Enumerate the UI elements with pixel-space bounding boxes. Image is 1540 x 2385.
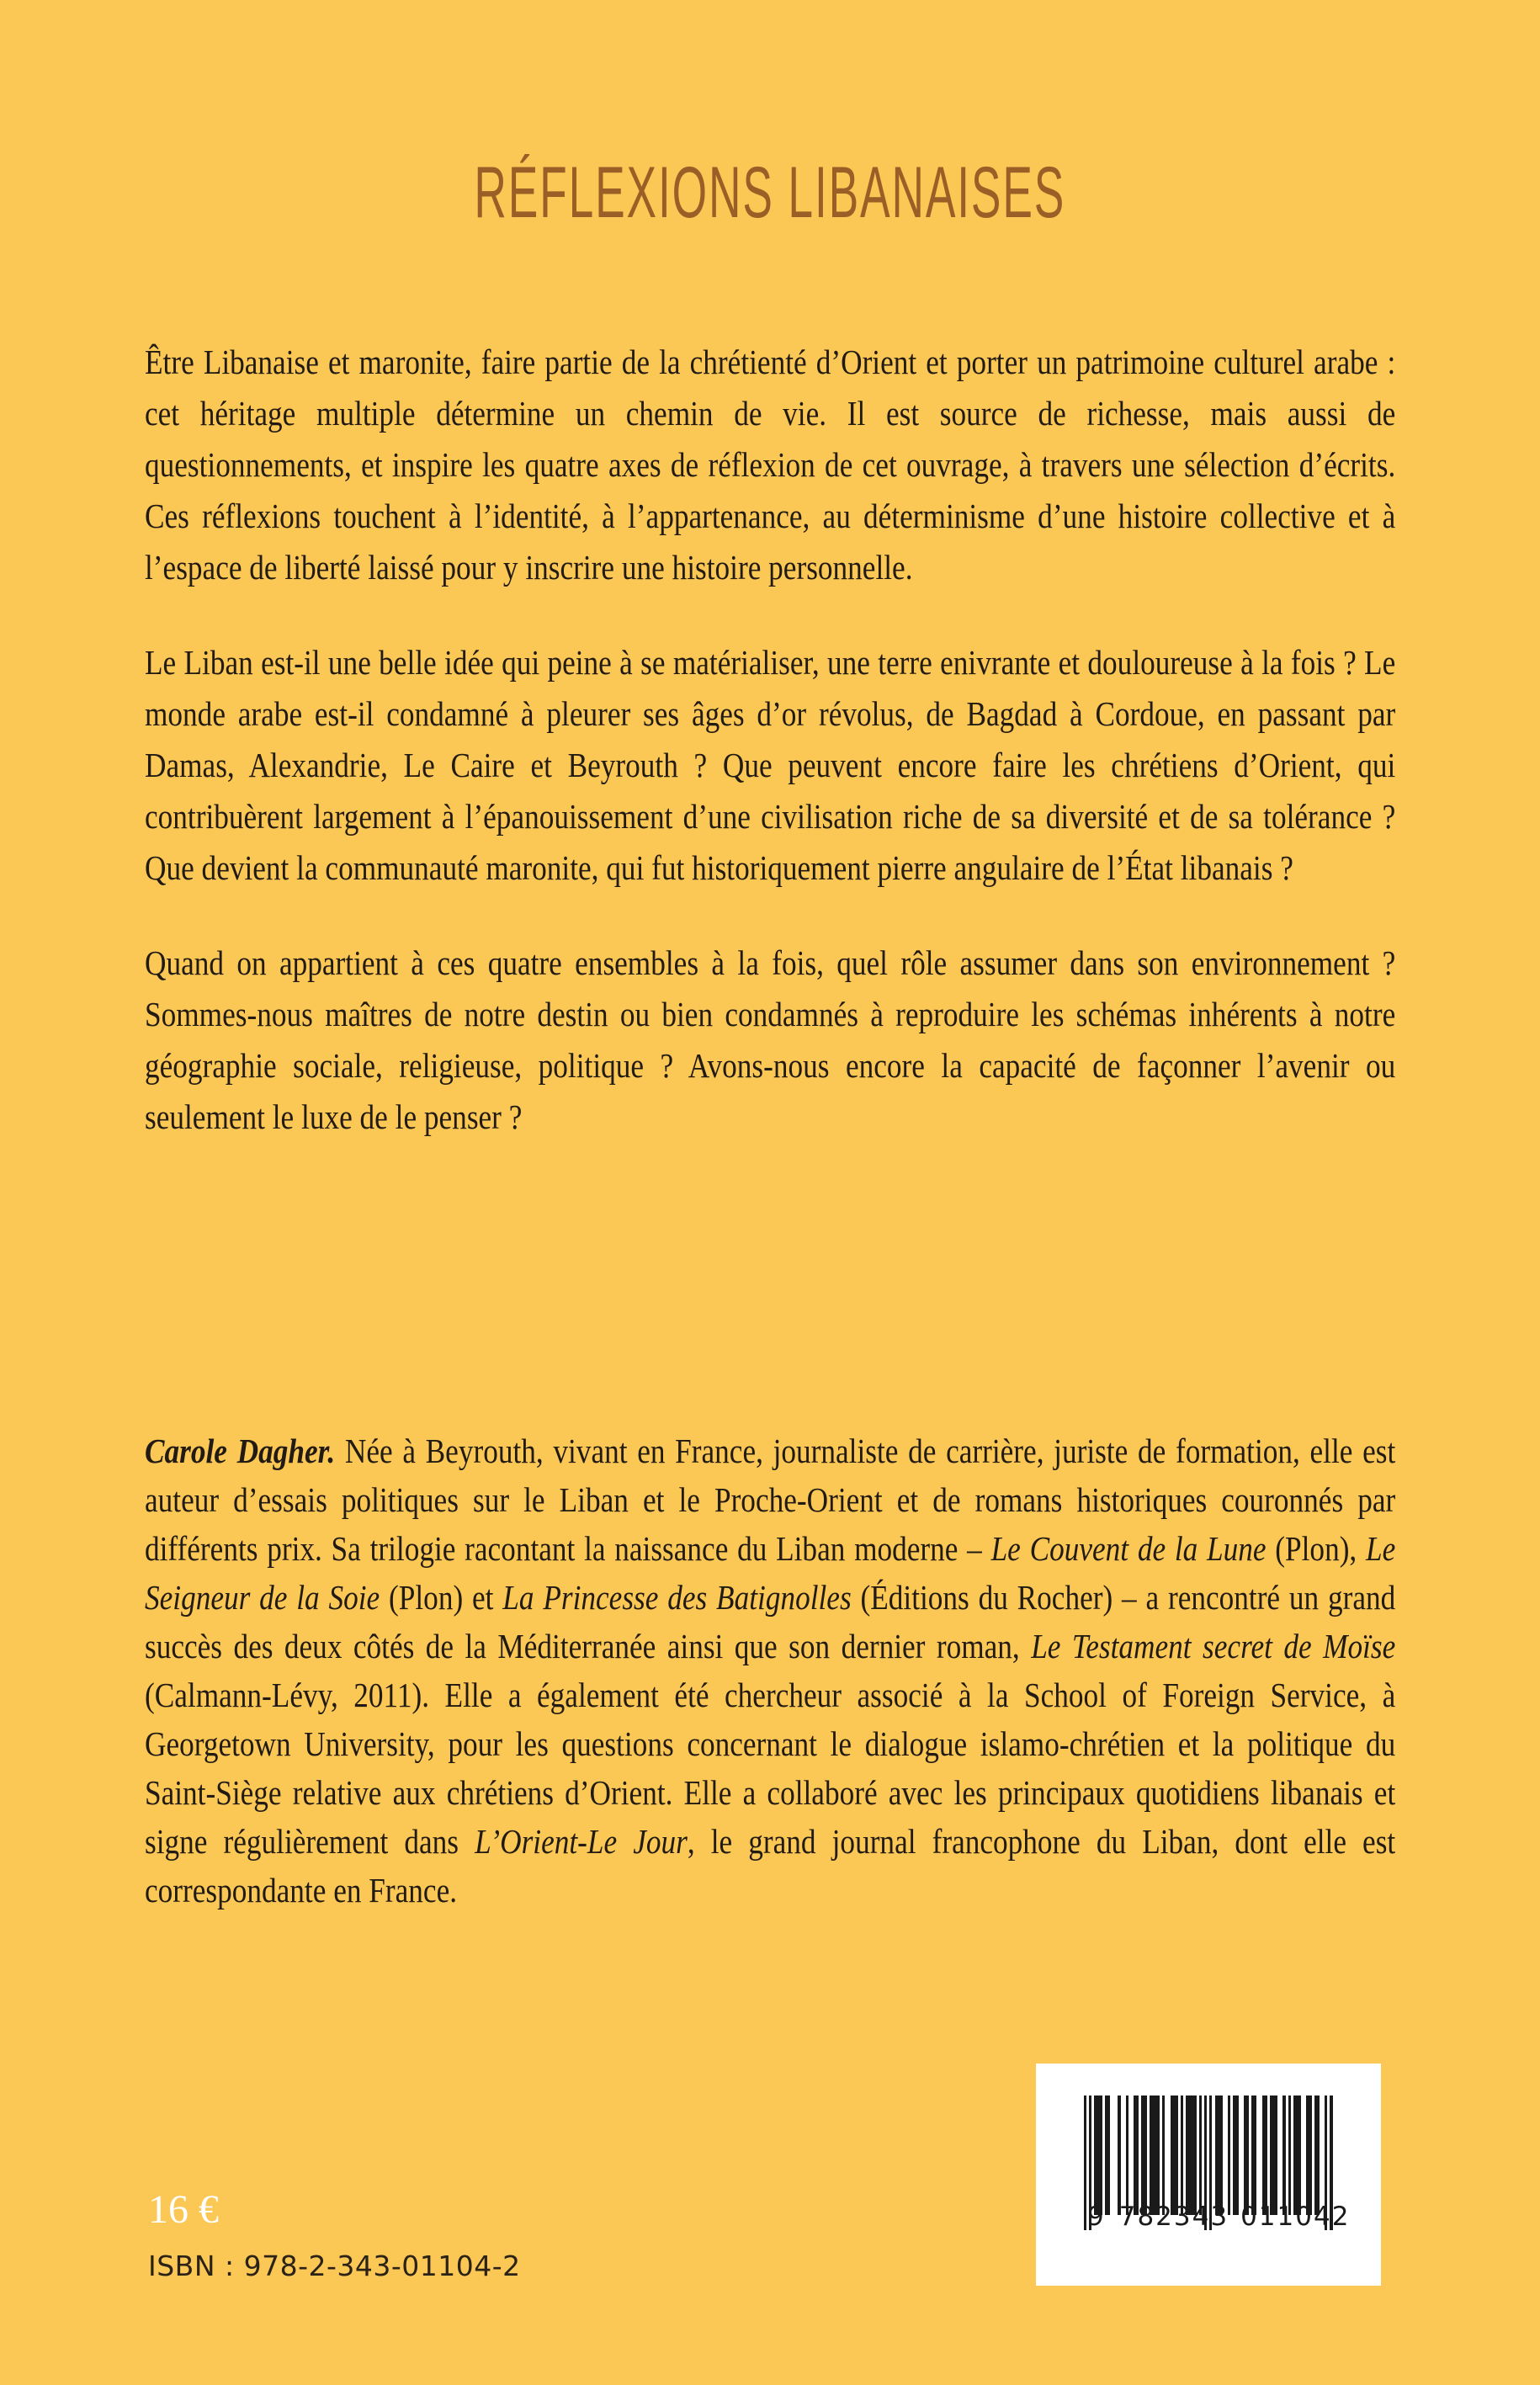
bio-segment-6: , le grand journal francophone du Liban, dont elle est correspondante en France. (145, 1822, 1396, 1910)
barcode-graphic (1084, 2096, 1351, 2232)
price-label: 16 € (148, 2187, 219, 2232)
barcode-digits-left: 782343 (1118, 2202, 1229, 2232)
barcode-digits (1084, 2202, 1351, 2232)
author-bio-block (145, 1426, 1395, 1915)
author-bio-paragraph (145, 1426, 1395, 1915)
barcode-panel (1036, 2064, 1381, 2286)
bio-segment-5: (Calmann-Lévy, 2011). Elle a également été chercheur associé à la School of Foreign Service, à Georgetown University, pour les questions concernant le dialogue islamo-chrétien et la politique du Saint-Siège relative aux chrétiens d’Orient. Elle a collaboré avec les principaux quotidiens libanais et signe régulièrement dans (145, 1676, 1396, 1861)
blurb-paragraph-1: Être Libanaise et maronite, faire partie de la chrétienté d’Orient et porter un patrimoine culturel arabe : cet héritage multiple détermine un chemin de vie. Il est source de richesse, mais aussi de questionnements, et inspire les quatre axes de réflexion de cet ouvrage, à travers une sélection d’écrits. Ces réflexions touchent à l’identité, à l’appartenance, au déterminisme d’une histoire collective et à l’espace de liberté laissé pour y inscrire une histoire personnelle. (145, 343, 1396, 587)
author-name: Carole Dagher. (145, 1432, 336, 1470)
barcode-digit-lead: 9 (1087, 2202, 1106, 2232)
barcode-digits-right: 011042 (1240, 2202, 1351, 2232)
title-area (0, 152, 1540, 233)
bio-segment-4: (Éditions du Rocher) – a rencontré un grand succès des deux côtés de la Méditerranée ainsi que son dernier roman, (145, 1578, 1396, 1665)
blurb-block (145, 337, 1395, 1143)
work-title-couvent-de-la-lune: Le Couvent de la Lune (990, 1529, 1267, 1568)
blurb-paragraph-3: Quand on appartient à ces quatre ensembles à la fois, quel rôle assumer dans son environnement ? Sommes-nous maîtres de notre destin ou bien condamnés à reproduire les schémas inhérents à notre géographie sociale, religieuse, politique ? Avons-nous encore la capacité de façonner l’avenir ou seulement le luxe de le penser ? (145, 943, 1396, 1136)
bio-segment-3: (Plon) et (380, 1578, 503, 1617)
work-title-orient-le-jour: L’Orient-Le Jour (475, 1822, 688, 1861)
bio-segment-1: Née à Beyrouth, vivant en France, journaliste de carrière, juriste de formation, elle est auteur d’essais politiques sur le Liban et le Proche-Orient et de romans historiques couronnés par différents prix. Sa trilogie racontant la naissance du Liban moderne – (145, 1432, 1396, 1568)
blurb-paragraph-2: Le Liban est-il une belle idée qui peine à se matérialiser, une terre enivrante et douloureuse à la fois ? Le monde arabe est-il condamné à pleurer ses âges d’or révolus, de Bagdad à Cordoue, en passant par Damas, Alexandrie, Le Caire et Beyrouth ? Que peuvent encore faire les chrétiens d’Orient, qui contribuèrent largement à l’épanouissement d’une civilisation riche de sa diversité et de sa tolérance ? Que devient la communauté maronite, qui fut historiquement pierre angulaire de l’État libanais ? (145, 643, 1396, 887)
page-title: RÉFLEXIONS LIBANAISES (474, 152, 1066, 233)
isbn-label: ISBN : 978-2-343-01104-2 (148, 2250, 521, 2282)
work-title-princesse-des-batignolles: La Princesse des Batignolles (502, 1578, 852, 1617)
bio-segment-2: (Plon), (1266, 1529, 1366, 1568)
work-title-seigneur-de-la-soie: Le Seigneur de la Soie (145, 1529, 1396, 1617)
barcode-bars (1084, 2096, 1333, 2215)
work-title-testament-secret-de-moise: Le Testament secret de Moïse (1031, 1627, 1396, 1665)
